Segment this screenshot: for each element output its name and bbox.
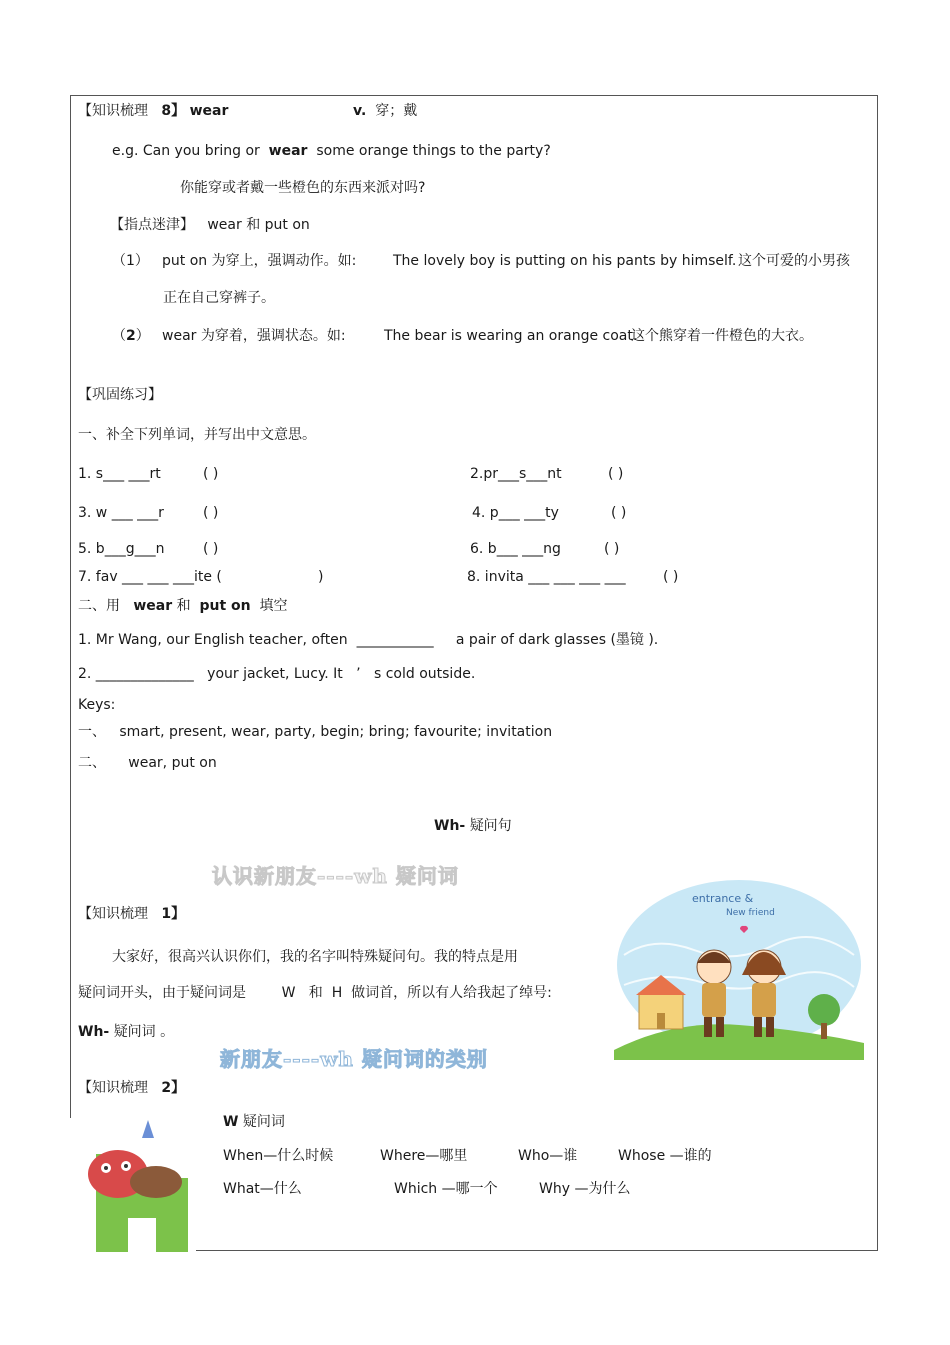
tip2-translation: 这个熊穿着一件橙色的大衣。 <box>631 328 813 344</box>
keys-line-2: 二、 wear, put on <box>78 755 217 771</box>
knowledge-heading-1: 【知识梳理 1】 <box>78 906 186 922</box>
section8-heading: 【知识梳理 8】 wear <box>78 103 229 119</box>
example-translation: 你能穿或者戴一些橙色的东西来派对吗? <box>180 180 426 196</box>
part1-title: 一、补全下列单词，并写出中文意思。 <box>78 427 316 443</box>
keys-line-1: 一、 smart, present, wear, party, begin; bring; favourite; invitation <box>78 724 553 740</box>
tip2-example: The bear is wearing an orange coat. <box>384 328 638 344</box>
art-title-categories: 新朋友----wh 疑问词的类别 <box>220 1047 488 1071</box>
exercise-answer-6: ( ) <box>604 541 620 557</box>
exercise-answer-1: ( ) <box>203 466 219 482</box>
section8-pos: v. 穿；戴 <box>353 103 418 119</box>
tip1-translation-1: 这个可爱的小男孩 <box>738 253 850 269</box>
intro-line-2: 疑问词开头，由于疑问词是 W 和 H 做词首，所以有人给我起了绰号: <box>78 985 552 1001</box>
w-word-who: Who—谁 <box>518 1148 578 1164</box>
tip2-number: （2） <box>112 328 150 344</box>
exercise-answer-8: ( ) <box>663 569 679 585</box>
exercise-word-4: 4. p___ ___ty <box>472 505 559 521</box>
exercise-answer-4: ( ) <box>611 505 627 521</box>
intro-line-1: 大家好，很高兴认识你们，我的名字叫特殊疑问句。我的特点是用 <box>112 949 518 965</box>
exercise-word-1: 1. s___ ___rt <box>78 466 161 482</box>
exercise-word-2: 2.pr___s___nt <box>470 466 562 482</box>
w-word-when: When—什么时候 <box>223 1148 334 1164</box>
illus-text-entrance: entrance & <box>692 892 754 905</box>
exercise-word-7: 7. fav ___ ___ ___ite ( <box>78 569 222 585</box>
tip1-rule: put on 为穿上，强调动作。如: <box>162 253 357 269</box>
example-sentence: e.g. Can you bring or wear some orange things to the party? <box>112 143 551 159</box>
tip2-rule: wear 为穿着，强调状态。如: <box>162 328 346 344</box>
part2-title: 二、用 wear 和 put on 填空 <box>78 598 288 614</box>
exercise-word-5: 5. b___g___n <box>78 541 165 557</box>
fill-question-1: 1. Mr Wang, our English teacher, often ___________ a pair of dark glasses (墨镜 ). <box>78 632 659 648</box>
exercise-word-3: 3. w ___ ___r <box>78 505 164 521</box>
letter-h-illustration <box>70 1118 196 1254</box>
kids-illustration <box>614 875 864 1060</box>
w-word-which: Which —哪一个 <box>394 1181 498 1197</box>
w-word-why: Why —为什么 <box>539 1181 631 1197</box>
illus-text-new-friend: New friend <box>726 908 775 918</box>
practice-heading: 【巩固练习】 <box>78 387 162 403</box>
wh-title: Wh- 疑问句 <box>434 818 512 834</box>
w-word-what: What—什么 <box>223 1181 302 1197</box>
exercise-word-8: 8. invita ___ ___ ___ ___ <box>467 569 626 585</box>
w-word-whose: Whose —谁的 <box>618 1148 712 1164</box>
exercise-word-6: 6. b___ ___ng <box>470 541 561 557</box>
exercise-answer-5: ( ) <box>203 541 219 557</box>
tip1-example: The lovely boy is putting on his pants by himself. <box>393 253 737 269</box>
art-title-new-friends: 认识新朋友----wh 疑问词 <box>212 864 459 888</box>
fill-question-2: 2. ______________ your jacket, Lucy. It ’ s cold outside. <box>78 666 476 682</box>
tip1-translation-2: 正在自己穿裤子。 <box>163 290 275 306</box>
w-word-where: Where—哪里 <box>380 1148 468 1164</box>
tip1-number: （1） <box>112 253 149 269</box>
tips-heading: 【指点迷津】 wear 和 put on <box>110 217 310 233</box>
exercise-answer-2: ( ) <box>608 466 624 482</box>
knowledge-heading-2: 【知识梳理 2】 <box>78 1080 186 1096</box>
exercise-answer-3: ( ) <box>203 505 219 521</box>
exercise-answer-7: ) <box>318 569 324 585</box>
intro-line-3: Wh- 疑问词 。 <box>78 1024 175 1040</box>
w-words-title: W 疑问词 <box>223 1114 285 1130</box>
keys-label: Keys: <box>78 697 116 713</box>
